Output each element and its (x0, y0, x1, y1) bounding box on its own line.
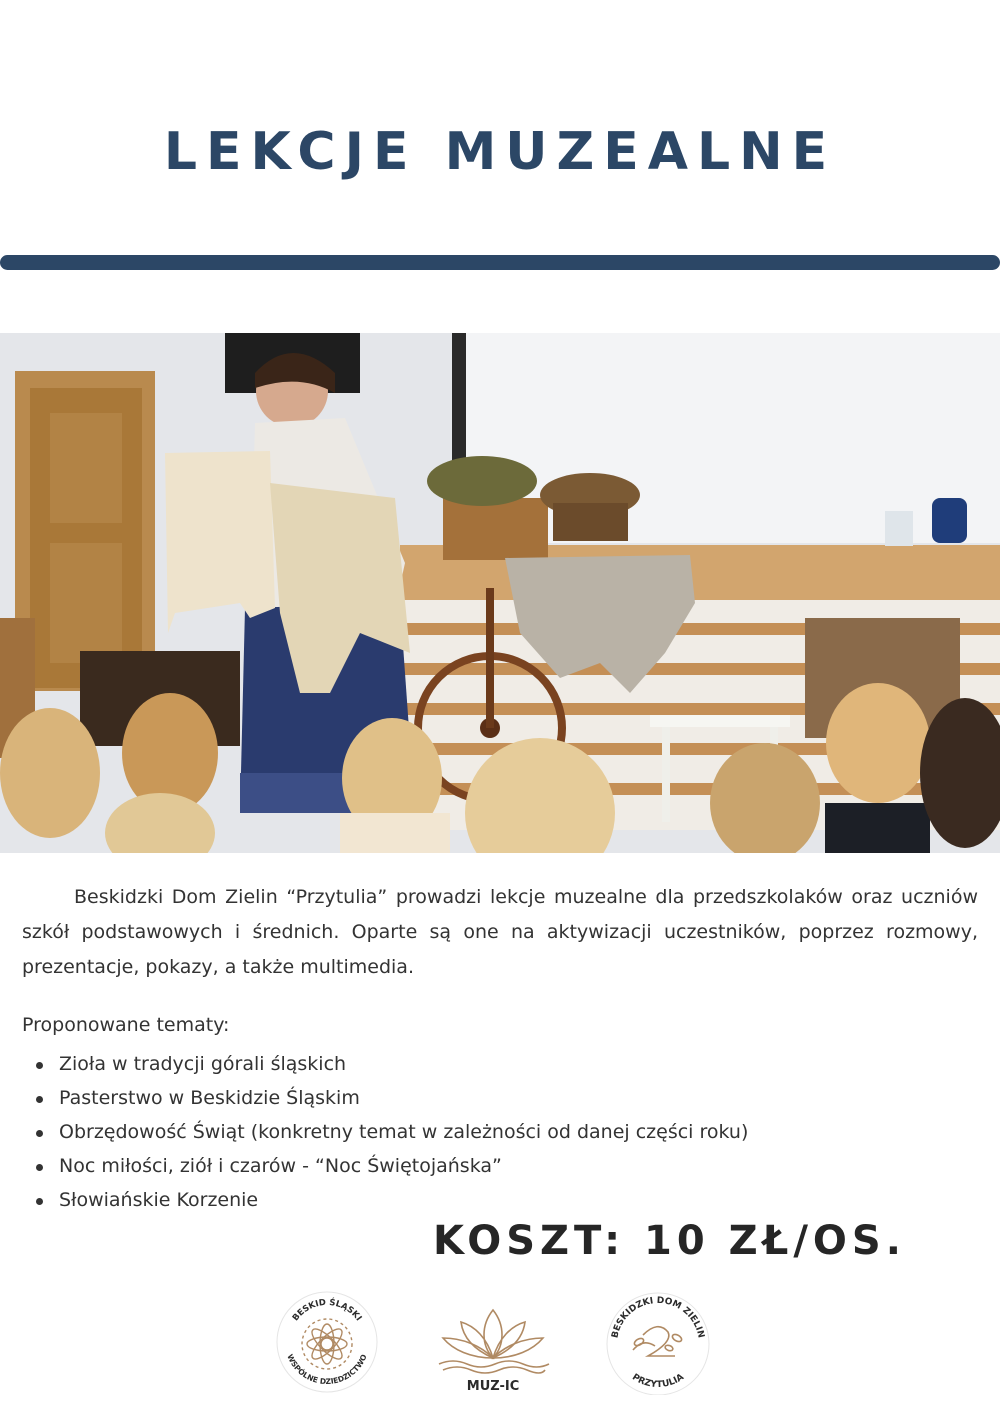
list-item: Obrzędowość Świąt (konkretny temat w zależności od danej części roku) (22, 1115, 748, 1149)
topics-heading: Proponowane tematy: (22, 1014, 230, 1036)
bullet-icon (36, 1164, 43, 1171)
cost-label: KOSZT: 10 ZŁ/OS. (433, 1218, 906, 1264)
bullet-icon (36, 1130, 43, 1137)
museum-lesson-photo (0, 333, 1000, 853)
intro-paragraph: Beskidzki Dom Zielin “Przytulia” prowadzi lekcje muzealne dla przedszkolaków oraz uczniów szkół podstawowych i średnich. Oparte są one na aktywizacji uczestników, poprzez rozmowy, prezentacje, pokazy, a także multimedia. (22, 886, 978, 978)
muz-ic-logo (433, 1300, 553, 1399)
bullet-icon (36, 1198, 43, 1205)
bullet-icon (36, 1062, 43, 1069)
muz-ic-label: MUZ-IC (466, 1379, 520, 1394)
przytulia-logo (603, 1290, 713, 1399)
topics-list (22, 1047, 748, 1217)
page-title: LEKCJE MUZEALNE (163, 122, 837, 182)
title-divider (0, 255, 1000, 270)
bullet-icon (36, 1096, 43, 1103)
svg-text:BESKID ŚLĄSKI: BESKID ŚLĄSKI (290, 1297, 364, 1324)
list-item: Noc miłości, ziół i czarów - “Noc Świętojańska” (22, 1149, 748, 1183)
svg-text:WSPÓLNE DZIEDZICTWO: WSPÓLNE DZIEDZICTWO (285, 1352, 369, 1387)
list-item: Zioła w tradycji górali śląskich (22, 1047, 748, 1081)
list-item: Słowiańskie Korzenie (22, 1183, 748, 1217)
beskid-slaski-logo (275, 1290, 380, 1399)
svg-text:BESKIDZKI DOM ZIELIN: BESKIDZKI DOM ZIELIN (610, 1295, 706, 1340)
list-item: Pasterstwo w Beskidzie Śląskim (22, 1081, 748, 1115)
svg-text:PRZYTULIA: PRZYTULIA (630, 1372, 686, 1391)
